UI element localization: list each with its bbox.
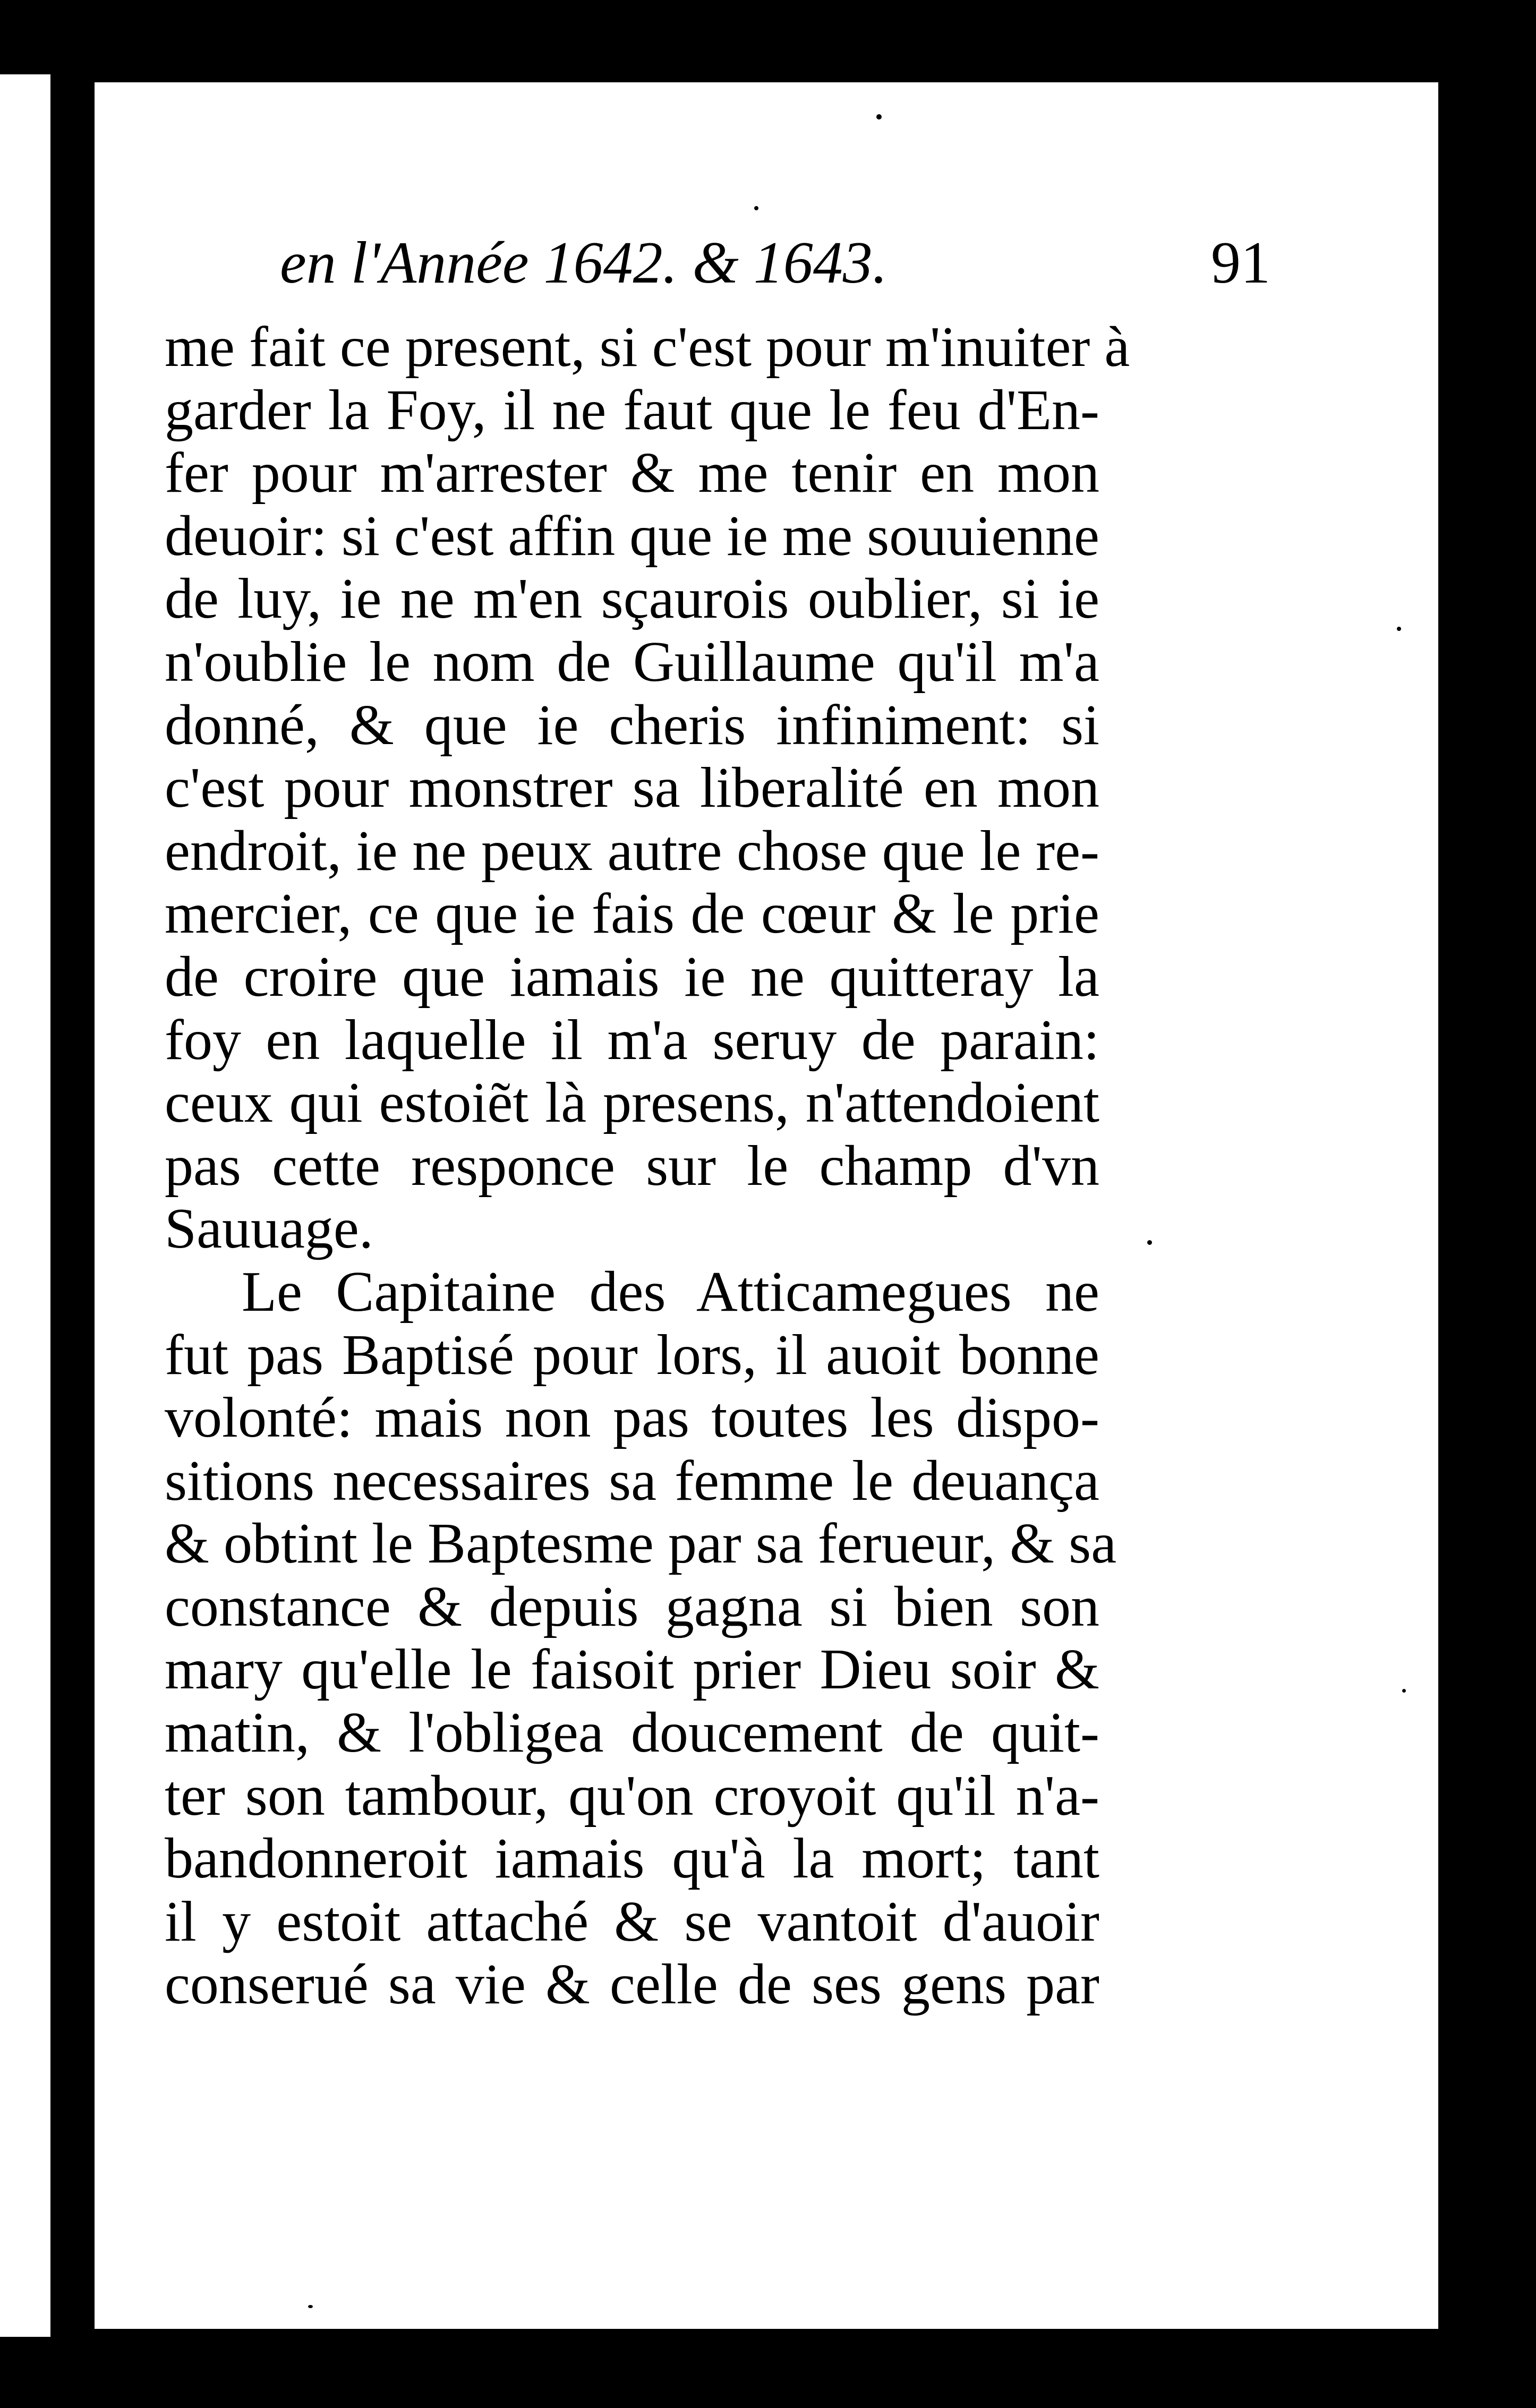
text-line: & obtint le Baptesme par sa ferueur, & sa xyxy=(165,1512,1117,1576)
text-line: donné, & que ie cheris infiniment: si xyxy=(165,693,1099,757)
scan-speck xyxy=(308,2305,313,2308)
scan-speck xyxy=(876,114,882,119)
text-line: constance & depuis gagna si bien son xyxy=(165,1575,1099,1638)
scan-speck xyxy=(1402,1689,1406,1693)
text-line: sitions necessaires sa femme le deuança xyxy=(165,1449,1099,1513)
text-line: mercier, ce que ie fais de cœur & le prie xyxy=(165,882,1099,946)
text-line: me fait ce present, si c'est pour m'inuiter à xyxy=(165,315,1130,379)
text-line: volonté: mais non pas toutes les dispo- xyxy=(165,1386,1099,1450)
text-line: fut pas Baptisé pour lors, il auoit bonne xyxy=(165,1323,1099,1387)
page-number: 91 xyxy=(1211,230,1270,296)
body-text xyxy=(165,315,1130,2017)
text-line: endroit, ie ne peux autre chose que le re- xyxy=(165,819,1099,883)
adjacent-page-edge xyxy=(0,74,50,2337)
text-line: pas cette responce sur le champ d'vn xyxy=(165,1134,1099,1198)
text-line: deuoir: si c'est affin que ie me souuienne xyxy=(165,504,1099,568)
text-line: n'oublie le nom de Guillaume qu'il m'a xyxy=(165,630,1099,694)
text-line: mary qu'elle le faisoit prier Dieu soir & xyxy=(165,1638,1099,1702)
text-line: matin, & l'obligea doucement de quit- xyxy=(165,1701,1099,1765)
scan-speck xyxy=(1397,627,1401,631)
text-line: foy en laquelle il m'a seruy de parain: xyxy=(165,1008,1099,1072)
text-line: Sauuage. xyxy=(165,1197,373,1261)
paragraph-start-line: Le Capitaine des Atticamegues ne xyxy=(242,1260,1099,1323)
running-head xyxy=(187,223,1270,303)
scan-speck xyxy=(1147,1240,1152,1245)
text-line: il y estoit attaché & se vantoit d'auoir xyxy=(165,1890,1099,1953)
scan-speck xyxy=(754,206,758,210)
text-line: garder la Foy, il ne faut que le feu d'En- xyxy=(165,378,1099,442)
text-line: de luy, ie ne m'en sçaurois oublier, si ie xyxy=(165,567,1099,631)
text-line: ceux qui estoiẽt là presens, n'attendoient xyxy=(165,1071,1099,1135)
text-line: de croire que iamais ie ne quitteray la xyxy=(165,945,1099,1009)
text-line: c'est pour monstrer sa liberalité en mon xyxy=(165,756,1099,820)
text-line: fer pour m'arrester & me tenir en mon xyxy=(165,441,1099,505)
text-line: conserué sa vie & celle de ses gens par xyxy=(165,1953,1099,2017)
text-line: ter son tambour, qu'on croyoit qu'il n'a- xyxy=(165,1764,1099,1828)
text-line: bandonneroit iamais qu'à la mort; tant xyxy=(165,1827,1099,1891)
running-head-title: en l'Année 1642. & 1643. xyxy=(280,230,888,296)
